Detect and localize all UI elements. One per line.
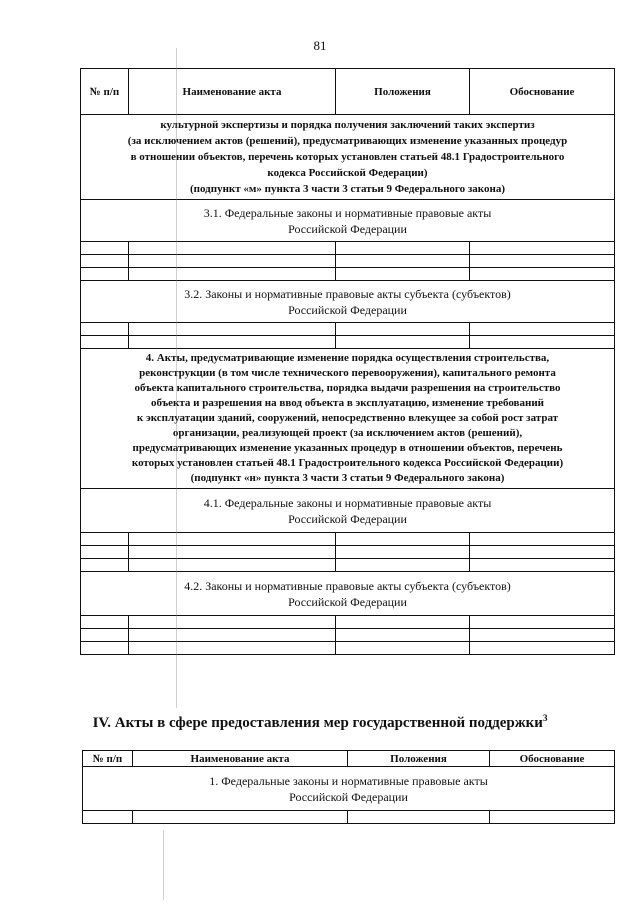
header-justification: Обоснование [470,69,615,115]
subsection-3-2-row [81,281,615,323]
subsection-4-1: 4.1. Федеральные законы и нормативные правовые акты Российской Федерации [81,489,615,533]
section-4: 4. Акты, предусматривающие изменение порядка осуществления строительства, реконструкции (в том числе технического перевооружения), капитального ремонта объекта капитального строительства, порядка выдачи разрешения на строительство объекта и разрешения на ввод объекта в эксплуатацию, изменение требований к эксплуатации зданий, сооружений, непосредственно влекущее за собой рост затрат организации, реализующей проект (за исключением актов (решений), предусматривающих изменение указанных процедур в отношении объектов, перечень которых установлен статьей 48.1 Градостроительного кодекса Российской Федерации) (подпункт «н» пункта 3 части 3 статьи 9 Федерального закона) [81,349,615,489]
header-number: № п/п [83,751,133,767]
header-provisions: Положения [348,751,490,767]
table-header-row [81,69,615,115]
subsection-4-2: 4.2. Законы и нормативные правовые акты субъекта (субъектов) Российской Федерации [81,572,615,616]
table-row [81,323,615,336]
subsection-4-1-row [81,489,615,533]
acts-table [80,68,615,655]
table-row [83,811,615,824]
header-justification: Обоснование [490,751,615,767]
header-number: № п/п [81,69,129,115]
subsection-3-1-row [81,200,615,242]
subsection-3-2: 3.2. Законы и нормативные правовые акты субъекта (субъектов) Российской Федерации [81,281,615,323]
table-row [81,255,615,268]
header-act-name: Наименование акта [133,751,348,767]
scan-artifact-line [163,830,164,900]
table-row [81,629,615,642]
subsection-3-1: 3.1. Федеральные законы и нормативные правовые акты Российской Федерации [81,200,615,242]
table-row [81,242,615,255]
subsection-4-2-row [81,572,615,616]
scan-artifact-line [176,48,177,708]
table-row [81,268,615,281]
header-act-name: Наименование акта [129,69,336,115]
table-row [81,559,615,572]
section-3-continuation-row [81,115,615,200]
page-number: 81 [313,38,327,53]
table-row [81,642,615,655]
table-header-row [83,751,615,767]
subsection-1-row [83,767,615,811]
section-iv-heading: IV. Акты в сфере предоставления мер государственной поддержки$^3$ [92,713,548,731]
section-4-row [81,349,615,489]
subsection-1: 1. Федеральные законы и нормативные правовые акты Российской Федерации [83,767,615,811]
table-row [81,533,615,546]
table-row [81,616,615,629]
header-provisions: Положения [336,69,470,115]
section-3-continuation: культурной экспертизы и порядка получения заключений таких экспертиз (за исключением актов (решений), предусматривающих изменение указанных процедур в отношении объектов, перечень которых установлен статьей 48.1 Градостроительного кодекса Российской Федерации) (подпункт «м» пункта 3 части 3 статьи 9 Федерального закона) [81,115,615,200]
footnote-marker: 3 [542,713,548,723]
table-row [81,546,615,559]
support-measures-table [82,750,615,824]
table-row [81,336,615,349]
